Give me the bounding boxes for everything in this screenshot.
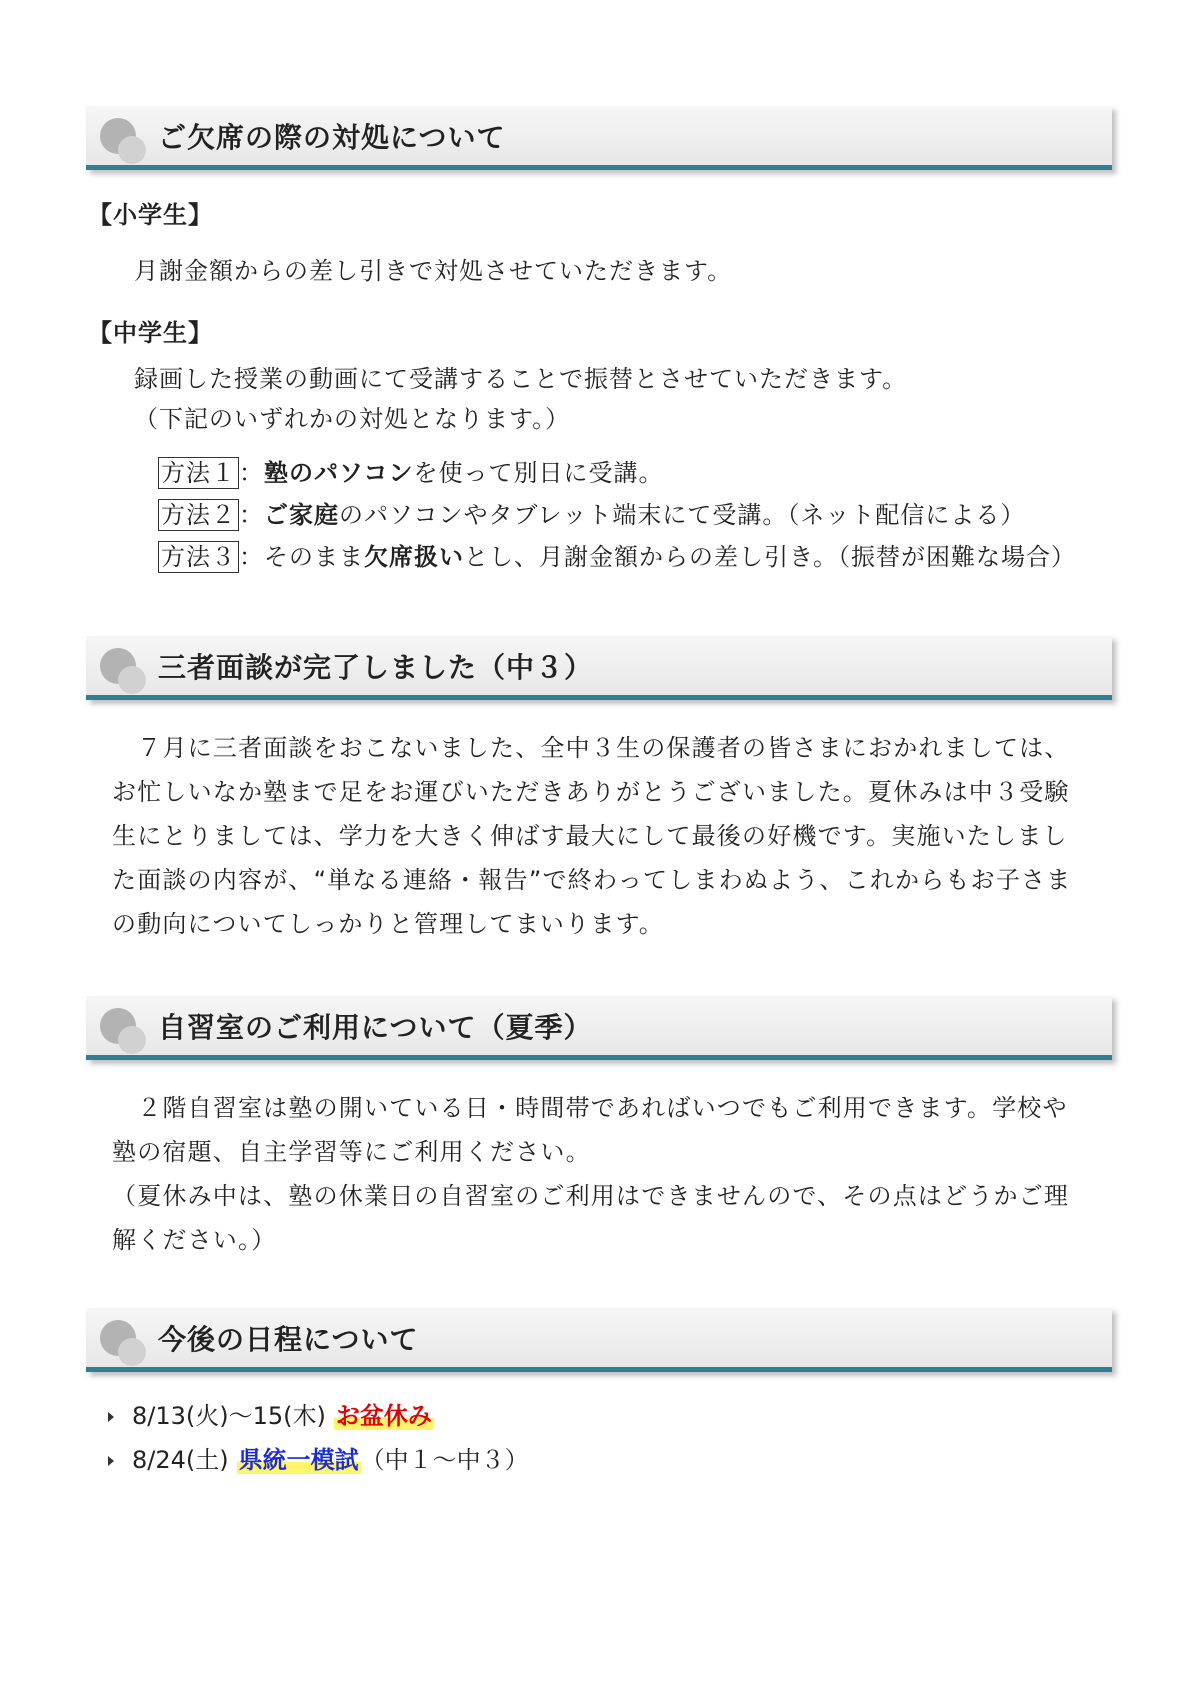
schedule-event: お盆休み bbox=[335, 1402, 432, 1430]
method-label: 方法１ bbox=[158, 457, 239, 489]
bullet-circles-icon bbox=[100, 118, 148, 166]
section-header-study-room bbox=[86, 996, 1112, 1060]
triangle-bullet-icon bbox=[108, 1412, 114, 1422]
section-title: 今後の日程について bbox=[158, 1323, 419, 1356]
bullet-circles-icon bbox=[100, 1320, 148, 1368]
schedule-item bbox=[108, 1399, 434, 1433]
junior-text: 録画した授業の動画にて受講することで振替とさせていただきます。 bbox=[134, 365, 908, 393]
method-emphasis: 欠席扱い bbox=[364, 543, 464, 571]
triangle-bullet-icon bbox=[108, 1456, 114, 1466]
schedule-date: 8/24(土) bbox=[132, 1446, 229, 1474]
method-text: のパソコンやタブレット端末にて受講。（ネット配信による） bbox=[339, 501, 1026, 529]
junior-note: （下記のいずれかの対処となります。） bbox=[134, 405, 571, 433]
schedule-item bbox=[108, 1443, 529, 1477]
bullet-circles-icon bbox=[100, 648, 148, 696]
section-title: 自習室のご利用について（夏季） bbox=[158, 1011, 593, 1044]
study-room-note: （夏休み中は、塾の休業日の自習室のご利用はできませんので、その点はどうかご理解ください。） bbox=[112, 1182, 1070, 1254]
junior-heading: 【中学生】 bbox=[88, 319, 213, 347]
section-header-schedule bbox=[86, 1308, 1112, 1372]
method-text: とし、月謝金額からの差し引き。（振替が困難な場合） bbox=[464, 543, 1077, 571]
schedule-event: 県統一模試 bbox=[238, 1446, 359, 1474]
section-header-absence bbox=[86, 106, 1112, 170]
method-row bbox=[158, 498, 1025, 532]
method-emphasis: 塾のパソコン bbox=[264, 459, 414, 487]
method-prefix: そのまま bbox=[264, 543, 364, 571]
method-row bbox=[158, 456, 664, 490]
section-title: 三者面談が完了しました（中３） bbox=[158, 651, 594, 684]
method-separator: ： bbox=[239, 543, 264, 571]
method-emphasis: ご家庭 bbox=[264, 501, 339, 529]
elementary-heading: 【小学生】 bbox=[88, 201, 213, 229]
study-room-body: ２階自習室は塾の開いている日・時間帯であればいつでもご利用できます。学校や塾の宿題、自主学習等にご利用ください。 bbox=[112, 1094, 1068, 1166]
method-label: 方法２ bbox=[158, 499, 239, 531]
elementary-text: 月謝金額からの差し引きで対処させていただきます。 bbox=[134, 257, 733, 285]
method-separator: ： bbox=[239, 501, 264, 529]
schedule-note: （中１〜中３） bbox=[360, 1446, 529, 1474]
method-row bbox=[158, 540, 1076, 574]
method-text: を使って別日に受講。 bbox=[413, 459, 664, 487]
schedule-date: 8/13(火)〜15(木) bbox=[132, 1402, 326, 1430]
method-separator: ： bbox=[239, 459, 264, 487]
interview-body: ７月に三者面談をおこないました、全中３生の保護者の皆さまにおかれましては、お忙しいなか塾まで足をお運びいただきありがとうございました。夏休みは中３受験生にとりましては、学力を大きく伸ばす最大にして最後の好機です。実施いたしました面談の内容が、“単なる連絡・報告”で終わってしまわぬよう、これからもお子さまの動向についてしっかりと管理してまいります。 bbox=[112, 734, 1072, 938]
method-label: 方法３ bbox=[158, 541, 239, 573]
section-title: ご欠席の際の対処について bbox=[158, 121, 506, 154]
bullet-circles-icon bbox=[100, 1008, 148, 1056]
section-header-interview bbox=[86, 636, 1112, 700]
